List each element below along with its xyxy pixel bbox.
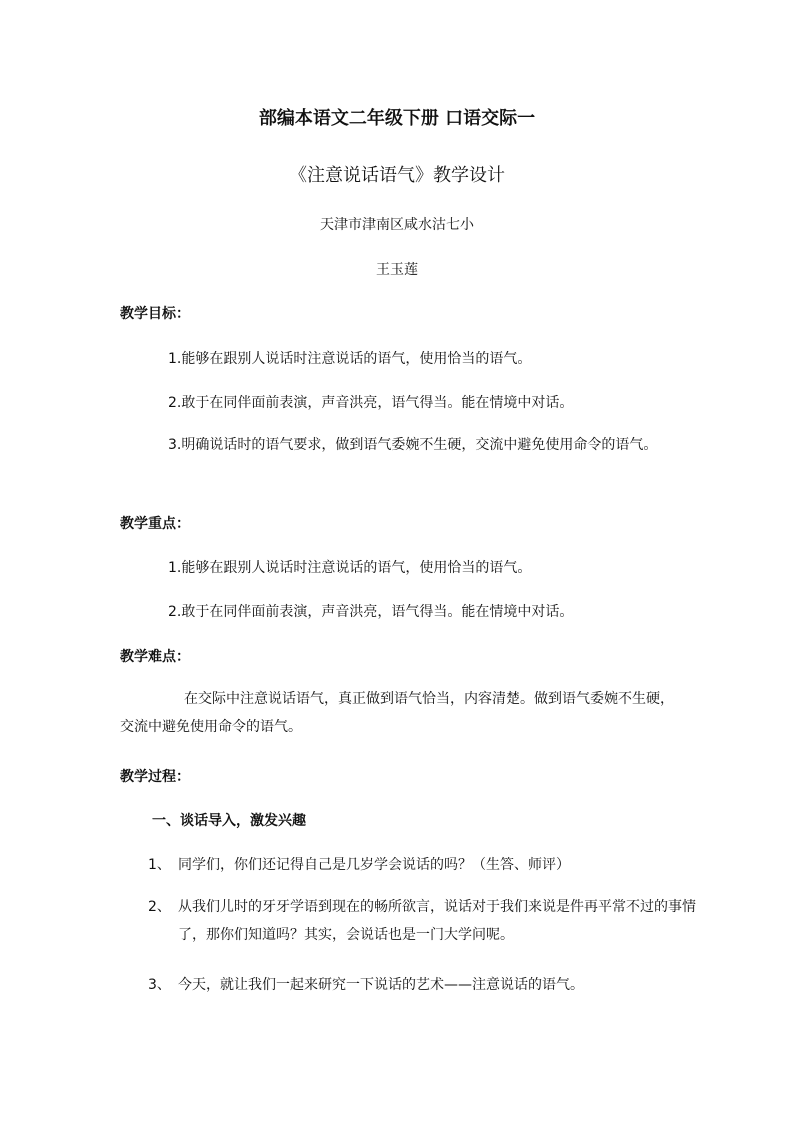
- step-text: 从我们儿时的牙牙学语到现在的畅所欲言，说话对于我们来说是件再平常不过的事情了，那你们知道吗？其实，会说话也是一门大学问呢。: [178, 899, 696, 943]
- author-name: 王玉莲: [376, 262, 418, 278]
- goal-item: 2.敢于在同伴面前表演，声音洪亮，语气得当。能在情境中对话。: [168, 395, 574, 411]
- process-section-title: 一、谈话导入，激发兴趣: [152, 813, 306, 829]
- difficulties-heading: 教学难点：: [120, 649, 190, 665]
- school-name: 天津市津南区咸水沽七小: [320, 217, 474, 233]
- process-heading: 教学过程：: [120, 769, 190, 785]
- key-point-item: 1.能够在跟别人说话时注意说话的语气，使用恰当的语气。: [168, 560, 532, 576]
- process-step: [148, 893, 708, 949]
- goal-item: 1.能够在跟别人说话时注意说话的语气，使用恰当的语气。: [168, 351, 532, 367]
- goals-heading: 教学目标：: [120, 306, 190, 322]
- step-text: 同学们，你们还记得自己是几岁学会说话的吗？（生答、师评）: [178, 857, 570, 873]
- key-point-item: 2.敢于在同伴面前表演，声音洪亮，语气得当。能在情境中对话。: [168, 604, 574, 620]
- document-title: 部编本语文二年级下册 口语交际一: [258, 108, 536, 129]
- process-step: [148, 974, 584, 994]
- step-number: 2、: [148, 899, 171, 915]
- difficulties-text: 在交际中注意说话语气，真正做到语气恰当，内容清楚。做到语气委婉不生硬，交流中避免使用命令的语气。: [120, 691, 674, 735]
- key-points-heading: 教学重点：: [120, 516, 190, 532]
- document-subtitle: 《注意说话语气》教学设计: [289, 165, 505, 186]
- step-number: 1、: [148, 857, 171, 873]
- goal-item: 3.明确说话时的语气要求，做到语气委婉不生硬，交流中避免使用命令的语气。: [168, 437, 658, 453]
- step-number: 3、: [148, 977, 171, 993]
- step-text: 今天，就让我们一起来研究一下说话的艺术——注意说话的语气。: [178, 977, 584, 993]
- process-step: [148, 854, 570, 874]
